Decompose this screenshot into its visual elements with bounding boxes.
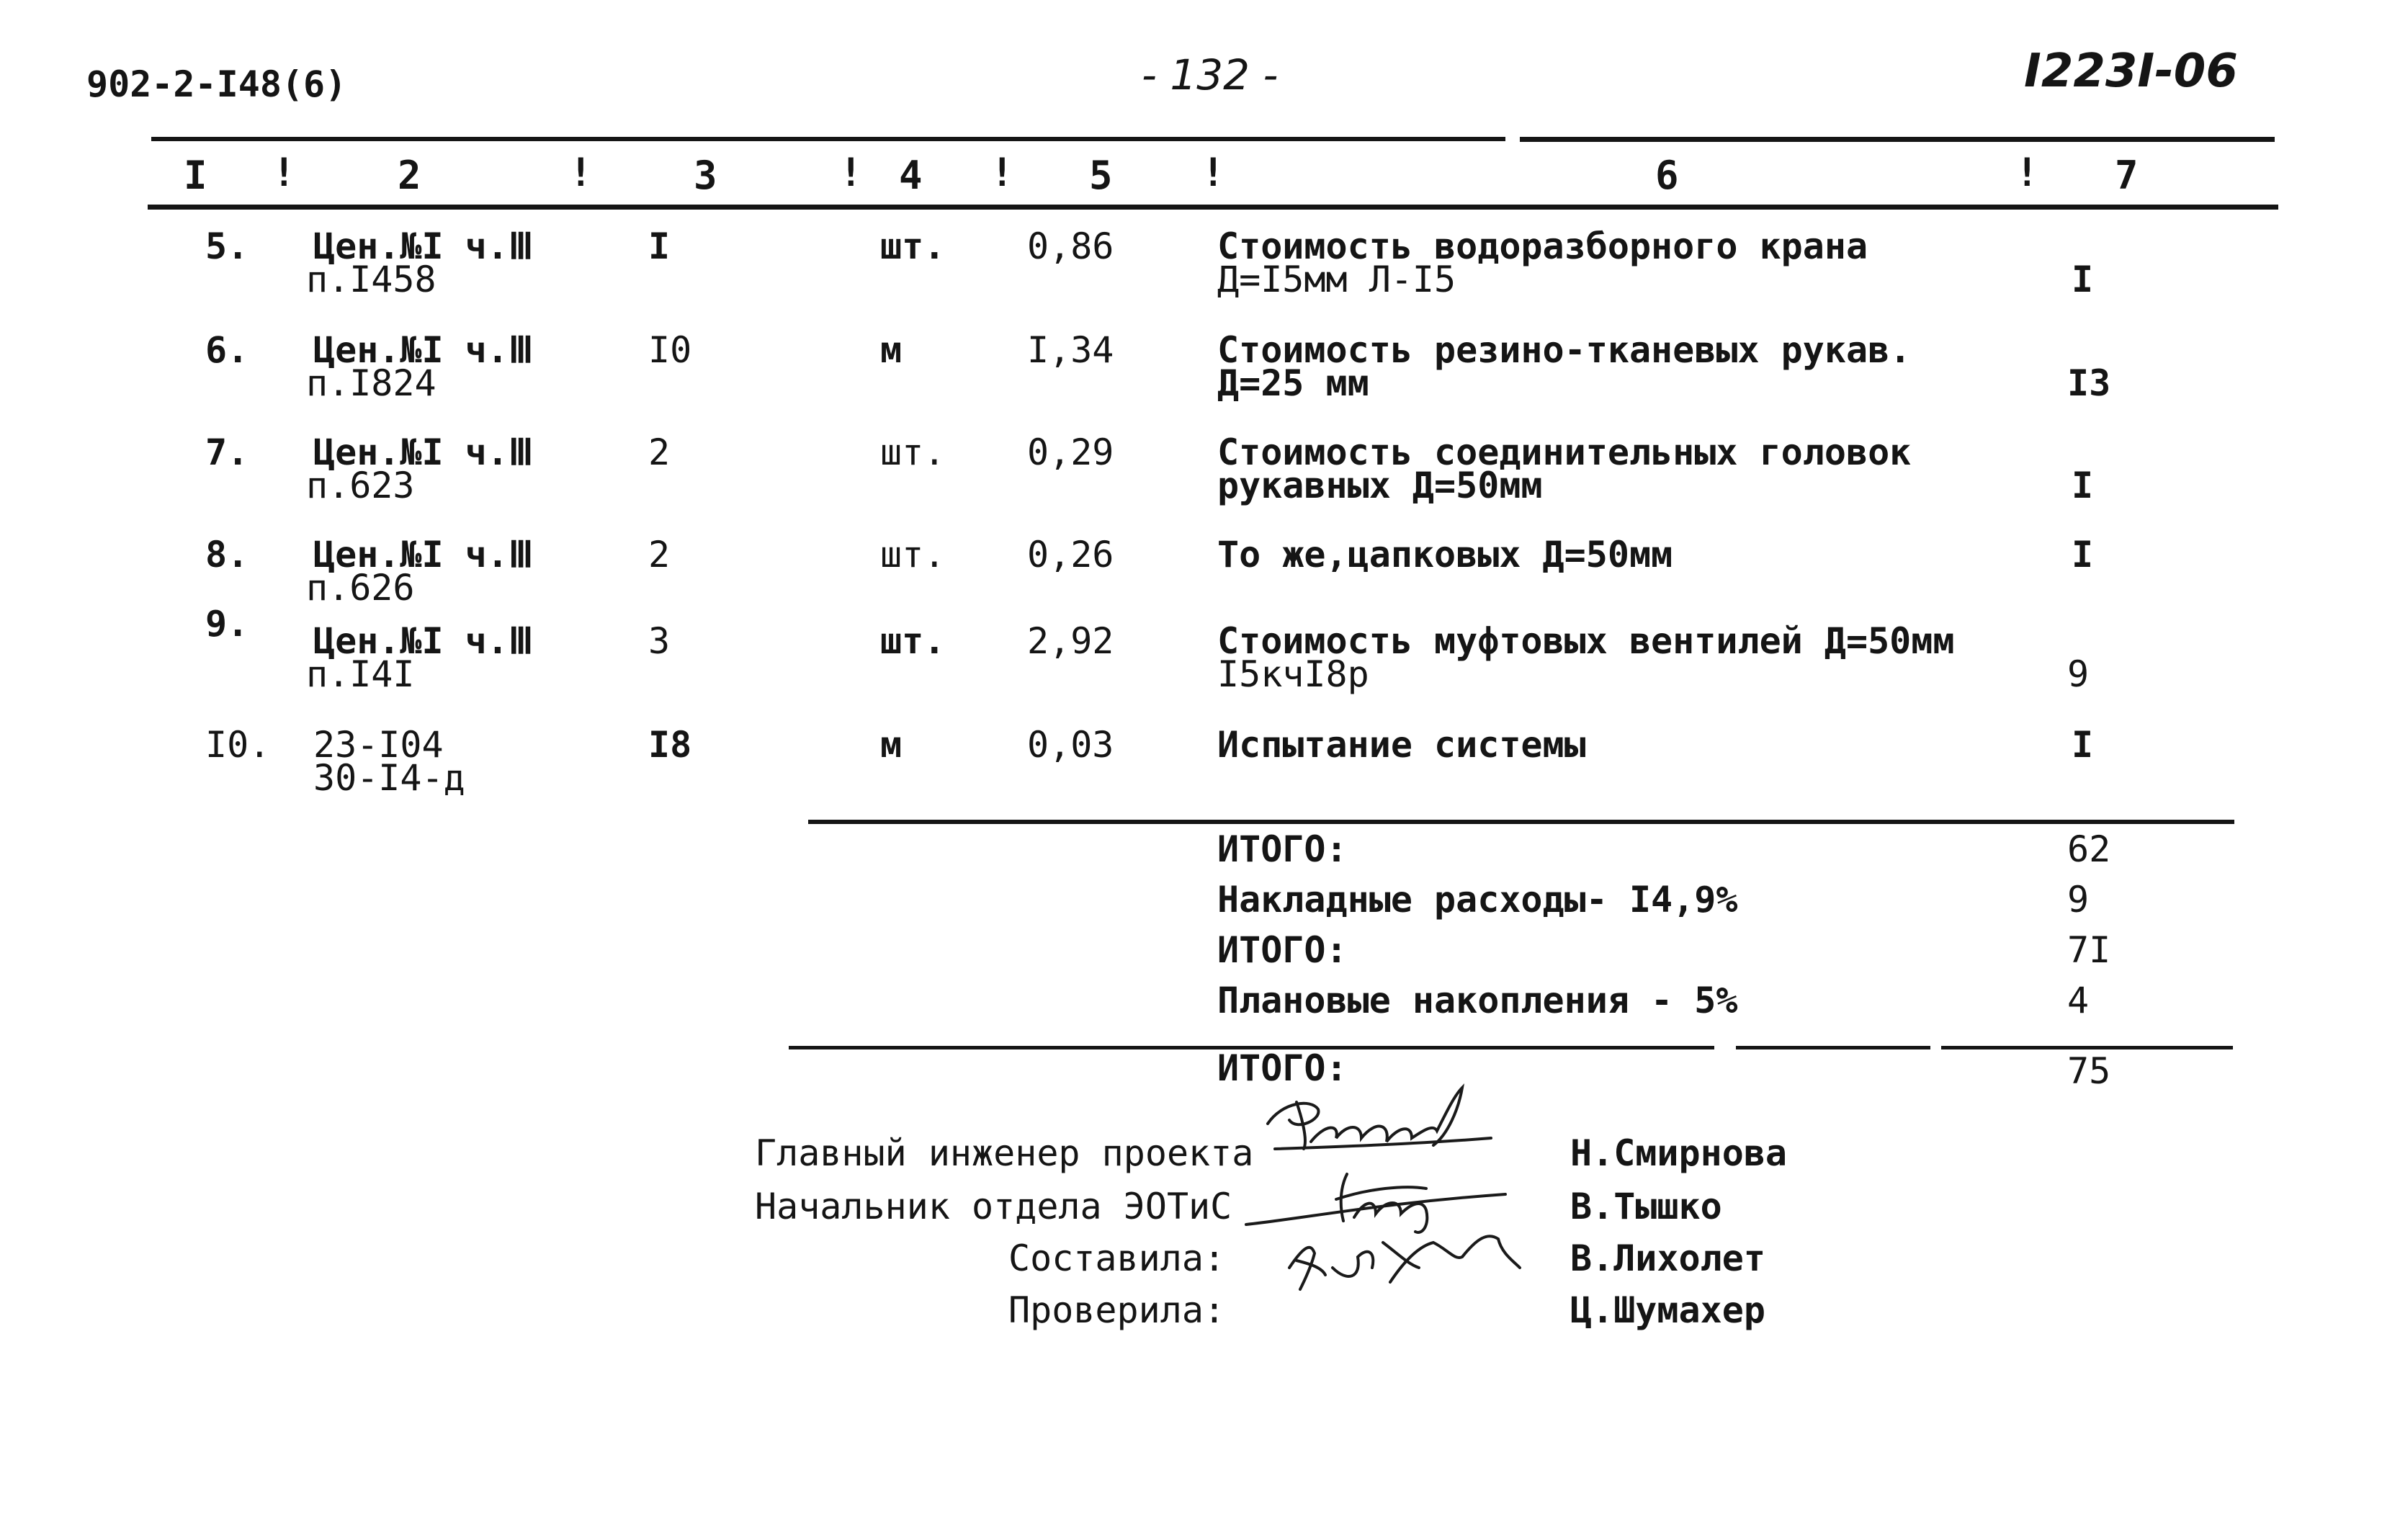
price-reference: Цен.№I ч.Ⅲ [313, 431, 534, 473]
document-number: I223I-06 [2024, 45, 2238, 98]
description: Стоимость водоразборного крана [1217, 225, 1868, 267]
signatory-name: В.Тышко [1570, 1186, 1722, 1227]
row-number: 5. [205, 225, 249, 267]
col-header-2: 2 [398, 153, 421, 198]
quantity: I0 [648, 329, 692, 371]
summary-rule-b [1736, 1046, 1930, 1049]
quantity: 2 [648, 534, 671, 576]
description-cont: Д=I5мм Л-I5 [1217, 259, 1456, 300]
page-number: - 132 - [1142, 50, 1279, 99]
price-reference: Цен.№I ч.Ⅲ [313, 329, 534, 371]
unit: шт. [880, 620, 946, 662]
unit-price: 0,03 [1027, 724, 1114, 766]
summary-top-rule [808, 820, 2234, 824]
description: Стоимость муфтовых вентилей Д=50мм [1217, 620, 1955, 662]
table-top-rule-right [1520, 137, 2275, 142]
row-number: I0. [205, 724, 271, 766]
summary-value: 9 [2067, 879, 2090, 921]
summary-label: Накладные расходы- I4,9% [1217, 879, 1738, 921]
signature-role: Главный инженер проекта [755, 1132, 1254, 1174]
price-reference: Цен.№I ч.Ⅲ [313, 620, 534, 662]
description: Стоимость соединительных головок [1217, 431, 1912, 473]
price-reference: Цен.№I ч.Ⅲ [313, 225, 534, 267]
description-cont: рукавных Д=50мм [1217, 465, 1543, 506]
col-separator: ! [990, 150, 1014, 195]
price-item: п.I824 [306, 362, 436, 404]
total: 9 [2067, 653, 2090, 695]
price-item: п.626 [306, 567, 415, 609]
quantity: I8 [648, 724, 692, 766]
col-separator: ! [1201, 150, 1225, 195]
col-separator: ! [2015, 150, 2039, 195]
unit: м [880, 329, 903, 371]
price-item: п.I458 [306, 259, 436, 300]
description: Стоимость резино-тканевых рукав. [1217, 329, 1912, 371]
unit: шт. [880, 431, 946, 473]
signature-role: Начальник отдела ЭОТиС [755, 1186, 1232, 1227]
summary-label: ИТОГО: [1217, 1047, 1348, 1089]
col-header-3: 3 [694, 153, 717, 198]
signatory-name: Ц.Шумахер [1570, 1289, 1765, 1331]
signature-role: Составила: [1008, 1237, 1226, 1279]
price-item: п.623 [306, 465, 415, 506]
unit-price: 0,86 [1027, 225, 1114, 267]
handwritten-signature [1282, 1225, 1527, 1304]
total: I [2072, 465, 2094, 506]
price-reference: Цен.№I ч.Ⅲ [313, 534, 534, 576]
col-header-7: 7 [2115, 153, 2139, 198]
description-cont: Д=25 мм [1217, 362, 1369, 404]
row-number: 6. [205, 329, 249, 371]
col-separator: ! [839, 150, 863, 195]
quantity: I [648, 225, 671, 267]
total: I [2072, 724, 2094, 766]
col-separator: ! [272, 150, 296, 195]
summary-label: ИТОГО: [1217, 828, 1348, 870]
unit: м [880, 724, 903, 766]
table-top-rule-left [151, 137, 1505, 141]
price-item: п.I4I [306, 653, 415, 695]
description: Испытание системы [1217, 724, 1586, 766]
quantity: 2 [648, 431, 671, 473]
total: I3 [2067, 362, 2111, 404]
total: I [2072, 259, 2094, 300]
col-header-1: I [184, 153, 207, 198]
row-number: 7. [205, 431, 249, 473]
description: То же,цапковых Д=50мм [1217, 534, 1673, 576]
row-number: 8. [205, 534, 249, 576]
col-header-4: 4 [899, 153, 923, 198]
unit: шт. [880, 534, 946, 576]
table-header-rule [148, 205, 2278, 210]
signatory-name: В.Лихолет [1570, 1237, 1765, 1279]
signatory-name: Н.Смирнова [1570, 1132, 1788, 1174]
quantity: 3 [648, 620, 671, 662]
summary-label: Плановые накопления - 5% [1217, 980, 1738, 1021]
summary-value: 4 [2067, 980, 2090, 1021]
handwritten-signature [1253, 1080, 1527, 1181]
row-number: 9. [205, 603, 249, 645]
signature-role: Проверила: [1008, 1289, 1226, 1331]
document-code: 902-2-I48(6) [86, 63, 347, 105]
unit: шт. [880, 225, 946, 267]
unit-price: I,34 [1027, 329, 1114, 371]
col-separator: ! [569, 150, 593, 195]
total: I [2072, 534, 2094, 576]
summary-value: 62 [2067, 828, 2111, 870]
price-item: 30-I4-д [313, 757, 465, 799]
unit-price: 2,92 [1027, 620, 1114, 662]
col-header-5: 5 [1089, 153, 1113, 198]
col-header-6: 6 [1655, 153, 1679, 198]
price-reference: 23-I04 [313, 724, 444, 766]
summary-label: ИТОГО: [1217, 929, 1348, 971]
summary-value: 75 [2067, 1050, 2111, 1092]
summary-value: 7I [2067, 929, 2111, 971]
description-cont: I5кчI8р [1217, 653, 1369, 695]
unit-price: 0,29 [1027, 431, 1114, 473]
unit-price: 0,26 [1027, 534, 1114, 576]
summary-rule-c [1941, 1046, 2233, 1049]
